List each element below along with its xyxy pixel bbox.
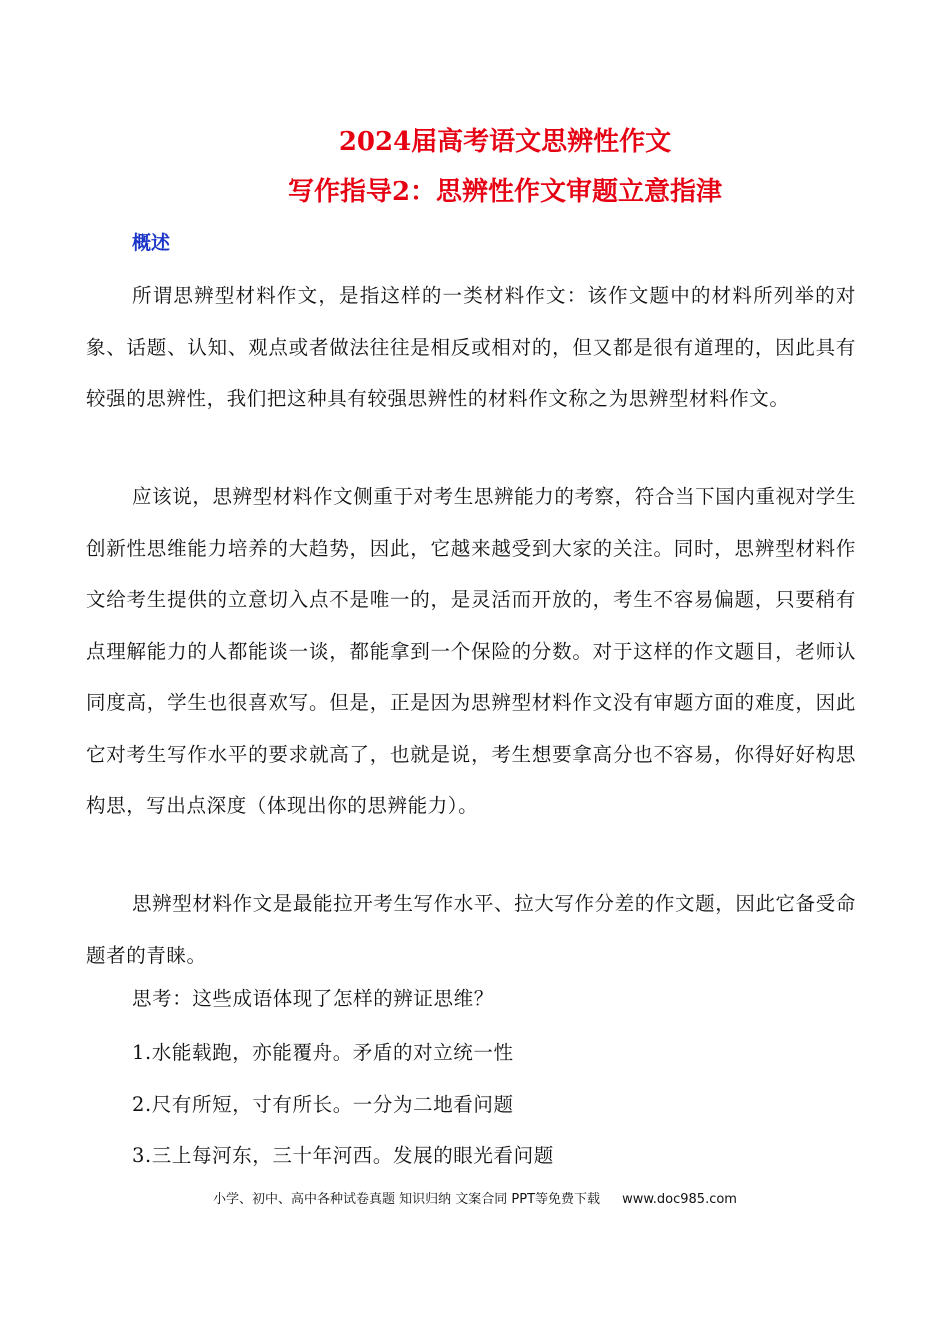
think-prompt: 思考：这些成语体现了怎样的辨证思维？ [132,987,494,1010]
paragraph-3-container [86,878,856,981]
paragraph-2: 应该说，思辨型材料作文侧重于对考生思辨能力的考察，符合当下国内重视对学生创新性思维能力培养的大趋势，因此，它越来越受到大家的关注。同时，思辨型材料作文给考生提供的立意切入点不是唯一的，是灵活而开放的，考生不容易偏题，只要稍有点理解能力的人都能谈一谈，都能拿到一个保险的分数。对于这样的作文题目，老师认同度高，学生也很喜欢写。但是，正是因为思辨型材料作文没有审题方面的难度，因此它对考生写作水平的要求就高了，也就是说，考生想要拿高分也不容易，你得好好构思构思，写出点深度（体现出你的思辨能力）。 [86,485,856,817]
example-item-1: 1.水能载跑，亦能覆舟。矛盾的对立统一性 [132,1041,514,1064]
document-title: 2024届高考语文思辨性作文 [338,127,672,157]
document-subtitle: 写作指导2：思辨性作文审题立意指津 [287,177,723,207]
paragraph-1: 所谓思辨型材料作文，是指这样的一类材料作文：该作文题中的材料所列举的对象、话题、认知、观点或者做法往往是相反或相对的，但又都是很有道理的，因此具有较强的思辨性，我们把这种具有较强思辨性的材料作文称之为思辨型材料作文。 [86,284,856,410]
paragraph-1-container [86,270,856,425]
section-heading: 概述 [132,232,171,254]
footer-text: 小学、初中、高中各种试卷真题 知识归纳 文案合同 PPT等免费下载 [213,1192,601,1207]
paragraph-3: 思辨型材料作文是最能拉开考生写作水平、拉大写作分差的作文题，因此它备受命题者的青睐。 [86,892,856,967]
example-item-2: 2.尺有所短，寸有所长。一分为二地看问题 [132,1093,514,1116]
page-footer [0,1190,950,1210]
paragraph-2-container [86,471,856,832]
example-item-3: 3.三上每河东，三十年河西。发展的眼光看问题 [132,1144,554,1167]
footer-url[interactable]: www.doc985.com [622,1192,737,1207]
